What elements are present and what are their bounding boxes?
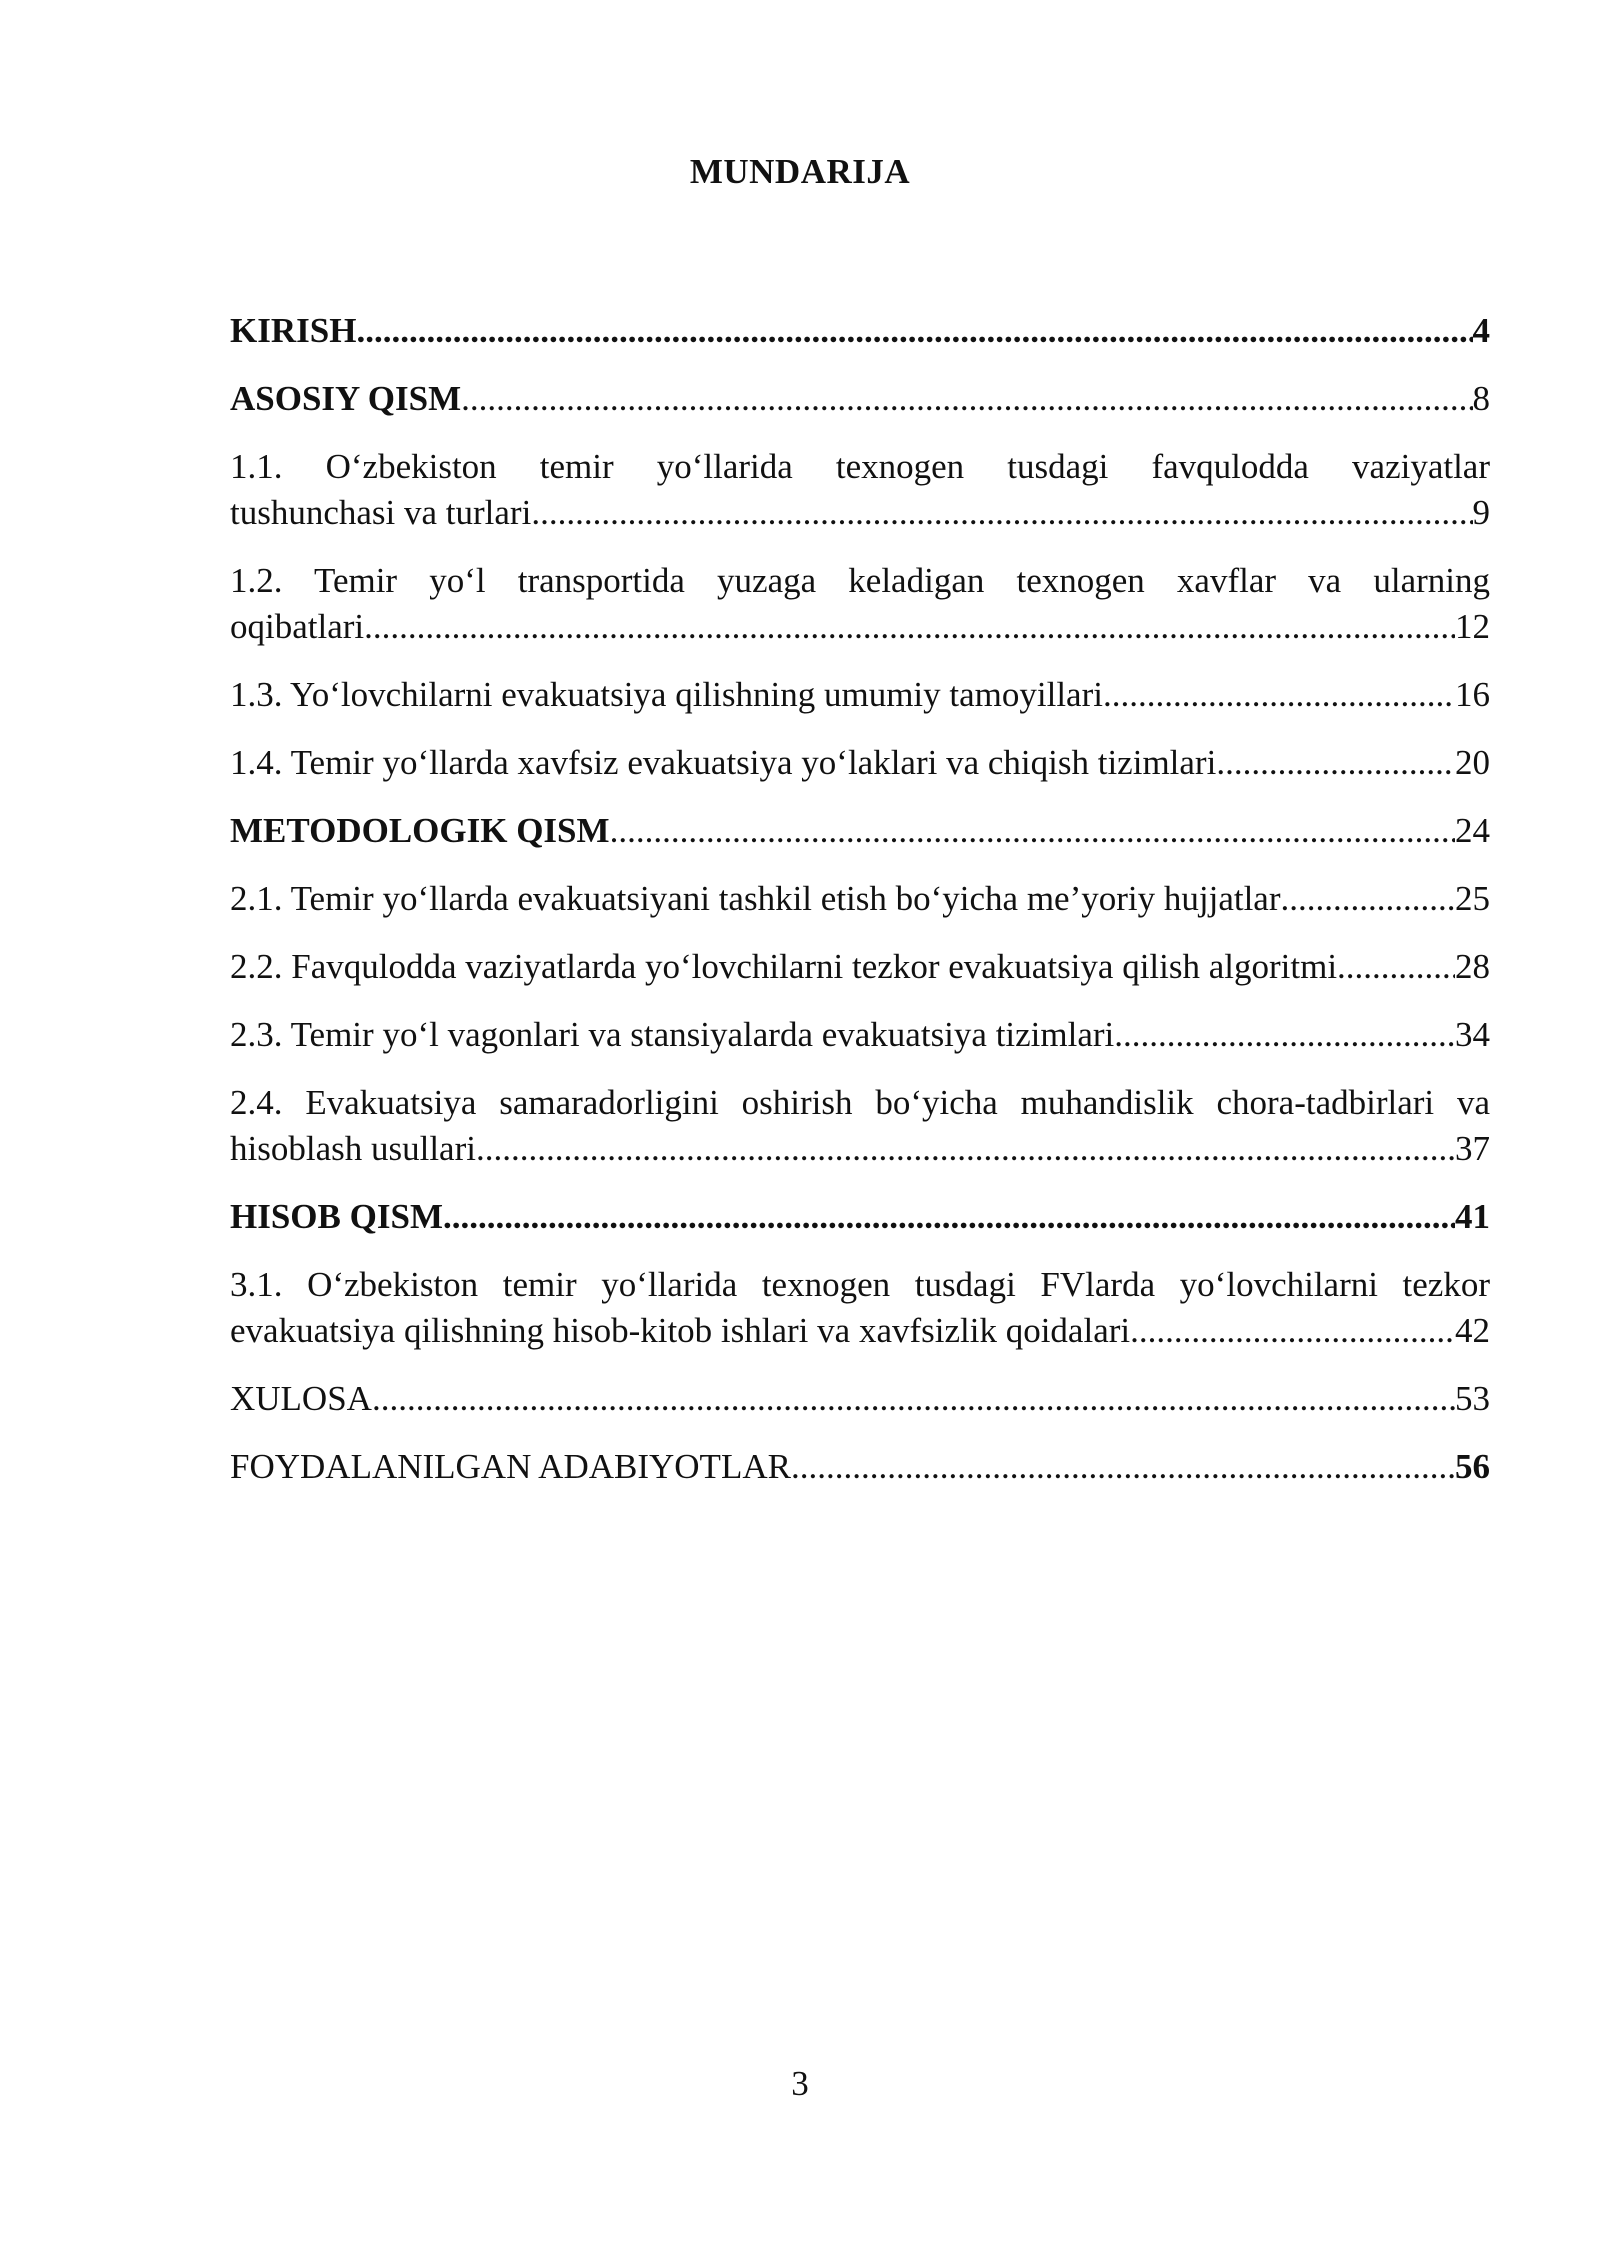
- toc-leader-dots: [791, 1444, 1455, 1490]
- toc-entry-title: HISOB QISM: [230, 1197, 443, 1236]
- toc-entry-title: ASOSIY QISM: [230, 379, 462, 418]
- toc-page-number: 25: [1455, 879, 1490, 918]
- toc-page-number: 53: [1455, 1379, 1490, 1418]
- toc-entry-title-line1: 1.2. Temir yo‘l transportida yuzaga keladigan texnogen xavflar va ularning: [230, 561, 1490, 600]
- toc-page-number: 4: [1472, 311, 1490, 350]
- toc-entry-2-2[interactable]: [230, 944, 1490, 990]
- toc-entry-2-4[interactable]: [230, 1080, 1490, 1172]
- table-of-contents: [230, 308, 1490, 1512]
- toc-entry-kirish[interactable]: [230, 308, 1490, 354]
- toc-page-number: 41: [1455, 1197, 1490, 1236]
- toc-entry-title-line1: 2.4. Evakuatsiya samaradorligini oshirish bo‘yicha muhandislik chora-tadbirlari va: [230, 1083, 1490, 1122]
- toc-leader-dots: [1216, 740, 1455, 786]
- toc-entry-title: KIRISH: [230, 311, 357, 350]
- toc-page-number: 28: [1455, 947, 1490, 986]
- toc-page-number: 16: [1455, 675, 1490, 714]
- toc-entry-title: 2.3. Temir yo‘l vagonlari va stansiyalarda evakuatsiya tizimlari: [230, 1015, 1115, 1054]
- toc-leader-dots: [443, 1194, 1455, 1240]
- toc-entry-foydalanilgan-adabiyotlar[interactable]: [230, 1444, 1490, 1490]
- toc-entry-asosiy-qism[interactable]: [230, 376, 1490, 422]
- toc-page-number: 34: [1455, 1015, 1490, 1054]
- toc-page-number: 9: [1472, 493, 1490, 532]
- footer-page-number: 3: [791, 2064, 809, 2103]
- toc-leader-dots: [610, 808, 1455, 854]
- toc-entry-title: evakuatsiya qilishning hisob-kitob ishlari va xavfsizlik qoidalari: [230, 1311, 1131, 1350]
- toc-entry-title: XULOSA: [230, 1379, 372, 1418]
- toc-page-number: 24: [1455, 811, 1490, 850]
- toc-page-number: 12: [1455, 607, 1490, 646]
- toc-leader-dots: [531, 490, 1472, 536]
- toc-entry-title: hisoblash usullari: [230, 1129, 476, 1168]
- page-title: MUNDARIJA: [689, 152, 911, 191]
- toc-leader-dots: [1103, 672, 1455, 718]
- toc-entry-xulosa[interactable]: [230, 1376, 1490, 1422]
- toc-entry-title: METODOLOGIK QISM: [230, 811, 610, 850]
- toc-entry-1-1[interactable]: [230, 444, 1490, 536]
- toc-leader-dots: [356, 308, 1472, 354]
- toc-page-number: 42: [1455, 1311, 1490, 1350]
- toc-entry-hisob-qism[interactable]: [230, 1194, 1490, 1240]
- toc-entry-2-3[interactable]: [230, 1012, 1490, 1058]
- toc-page-number: 20: [1455, 743, 1490, 782]
- toc-entry-title: 1.4. Temir yo‘llarda xavfsiz evakuatsiya yo‘laklari va chiqish tizimlari: [230, 743, 1217, 782]
- toc-leader-dots: [461, 376, 1472, 422]
- toc-entry-title: 2.1. Temir yo‘llarda evakuatsiyani tashkil etish bo‘yicha me’yoriy hujjatlar: [230, 879, 1281, 918]
- toc-entry-2-1[interactable]: [230, 876, 1490, 922]
- toc-leader-dots: [1337, 944, 1455, 990]
- toc-entry-title: tushunchasi va turlari: [230, 493, 532, 532]
- toc-leader-dots: [364, 604, 1455, 650]
- toc-leader-dots: [1130, 1308, 1455, 1354]
- toc-page-number: 37: [1455, 1129, 1490, 1168]
- toc-entry-3-1[interactable]: [230, 1262, 1490, 1354]
- toc-entry-title-line1: 3.1. O‘zbekiston temir yo‘llarida texnogen tusdagi FVlarda yo‘lovchilarni tezkor: [230, 1265, 1490, 1304]
- toc-entry-metodologik-qism[interactable]: [230, 808, 1490, 854]
- toc-page-number: 8: [1472, 379, 1490, 418]
- toc-leader-dots: [1114, 1012, 1455, 1058]
- toc-entry-title-line1: 1.1. O‘zbekiston temir yo‘llarida texnogen tusdagi favqulodda vaziyatlar: [230, 447, 1490, 486]
- toc-entry-title: FOYDALANILGAN ADABIYOTLAR: [230, 1447, 791, 1486]
- toc-entry-1-2[interactable]: [230, 558, 1490, 650]
- toc-entry-1-3[interactable]: [230, 672, 1490, 718]
- toc-entry-title: oqibatlari: [230, 607, 365, 646]
- toc-entry-title: 2.2. Favqulodda vaziyatlarda yo‘lovchilarni tezkor evakuatsiya qilish algoritmi: [230, 947, 1338, 986]
- toc-page-number: 56: [1455, 1447, 1490, 1486]
- toc-leader-dots: [372, 1376, 1455, 1422]
- toc-entry-title: 1.3. Yo‘lovchilarni evakuatsiya qilishning umumiy tamoyillari: [230, 675, 1103, 714]
- toc-leader-dots: [1281, 876, 1456, 922]
- toc-entry-1-4[interactable]: [230, 740, 1490, 786]
- toc-leader-dots: [476, 1126, 1455, 1172]
